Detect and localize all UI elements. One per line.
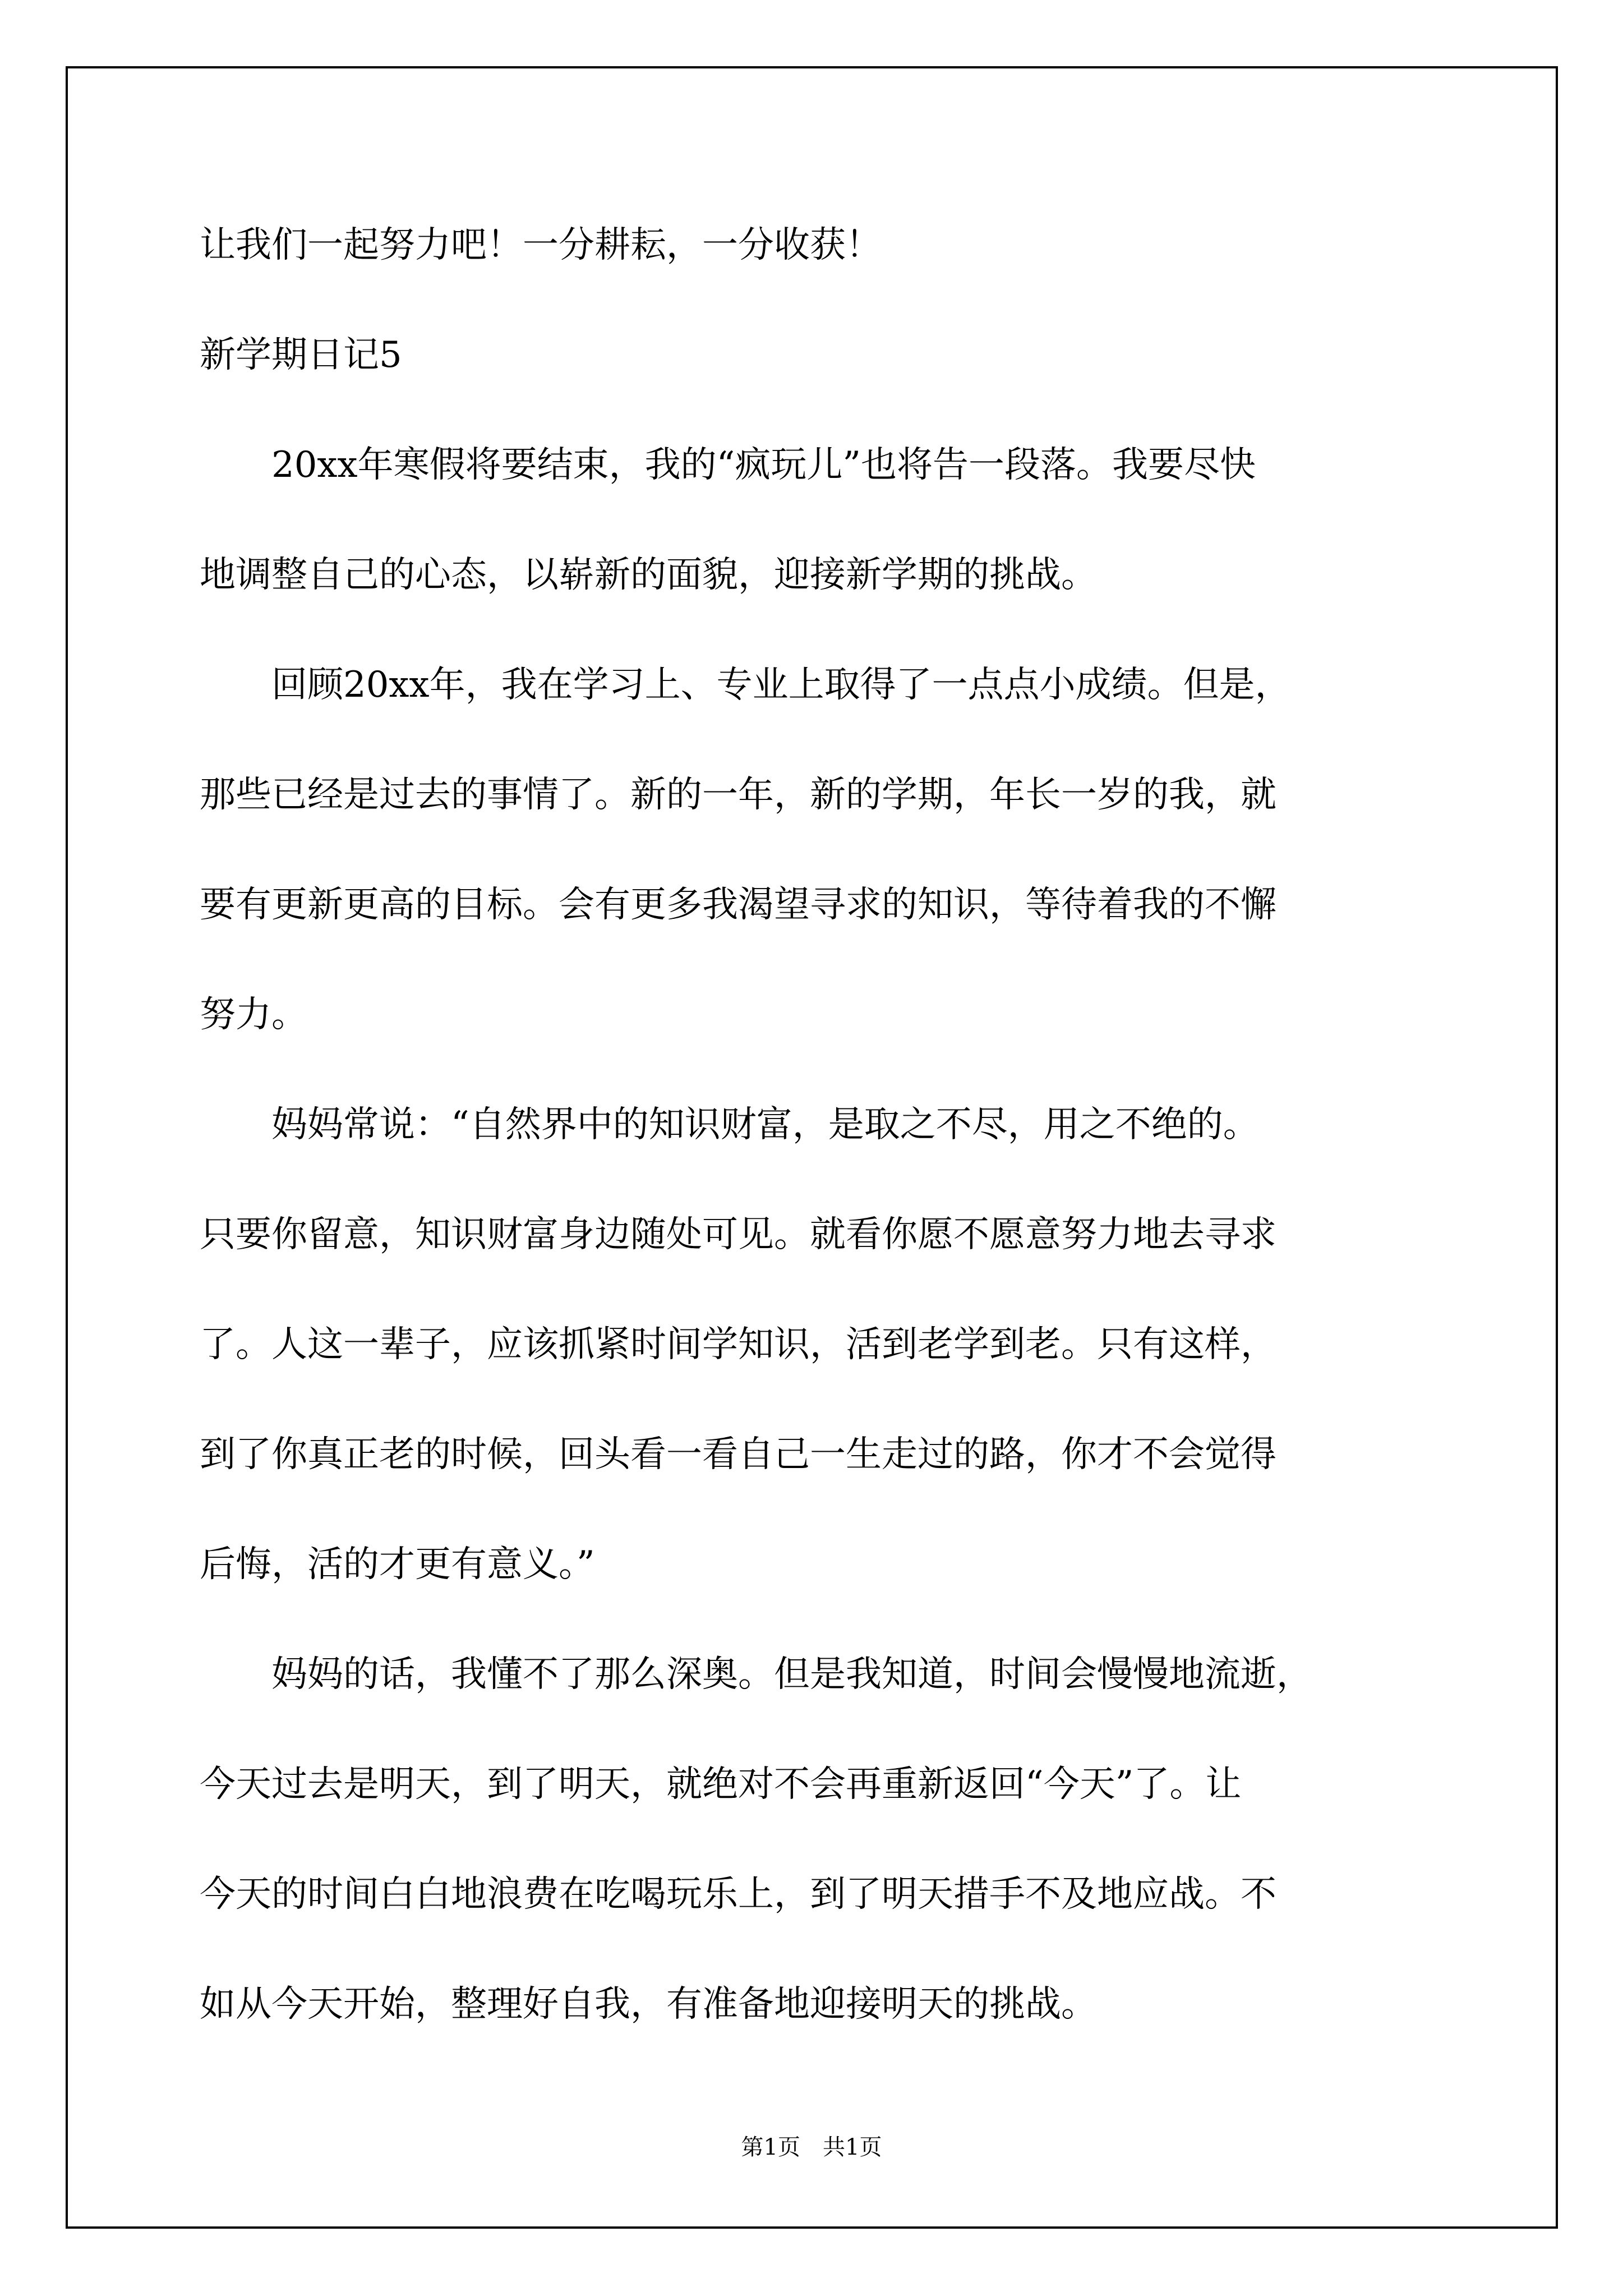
- text-line-17: 如从今天开始，整理好自我，有准备地迎接明天的挑战。: [200, 1984, 1097, 2025]
- text-line-13: 后悔，活的才更有意义。”: [200, 1544, 595, 1585]
- text-line-1: 让我们一起努力吧！一分耕耘，一分收获！: [200, 224, 882, 266]
- text-line-7: 要有更新更高的目标。会有更多我渴望寻求的知识，等待着我的不懈: [200, 884, 1276, 926]
- text-line-10: 只要你留意，知识财富身边随处可见。就看你愿不愿意努力地去寻求: [200, 1214, 1276, 1255]
- text-line-11: 了。人这一辈子，应该抓紧时间学知识，活到老学到老。只有这样，: [200, 1324, 1276, 1365]
- section-heading: 新学期日记5: [200, 334, 402, 376]
- text-line-9: 妈妈常说：“自然界中的知识财富，是取之不尽，用之不绝的。: [200, 1104, 1259, 1145]
- text-line-3: 20xx年寒假将要结束，我的“疯玩儿”也将告一段落。我要尽快: [200, 444, 1256, 486]
- text-line-5: 回顾20xx年，我在学习上、专业上取得了一点点小成绩。但是，: [200, 664, 1291, 706]
- text-line-14: 妈妈的话，我懂不了那么深奥。但是我知道，时间会慢慢地流逝，: [200, 1654, 1312, 1695]
- text-line-8: 努力。: [200, 994, 307, 1036]
- text-line-16: 今天的时间白白地浪费在吃喝玩乐上，到了明天措手不及地应战。不: [200, 1874, 1276, 1915]
- text-line-4: 地调整自己的心态，以崭新的面貌，迎接新学期的挑战。: [200, 554, 1097, 596]
- text-line-6: 那些已经是过去的事情了。新的一年，新的学期，年长一岁的我，就: [200, 774, 1276, 816]
- text-line-12: 到了你真正老的时候，回头看一看自己一生走过的路，你才不会觉得: [200, 1434, 1276, 1475]
- text-line-15: 今天过去是明天，到了明天，就绝对不会再重新返回“今天”了。让: [200, 1764, 1242, 1805]
- page-footer: 第1页 共1页: [741, 2134, 882, 2160]
